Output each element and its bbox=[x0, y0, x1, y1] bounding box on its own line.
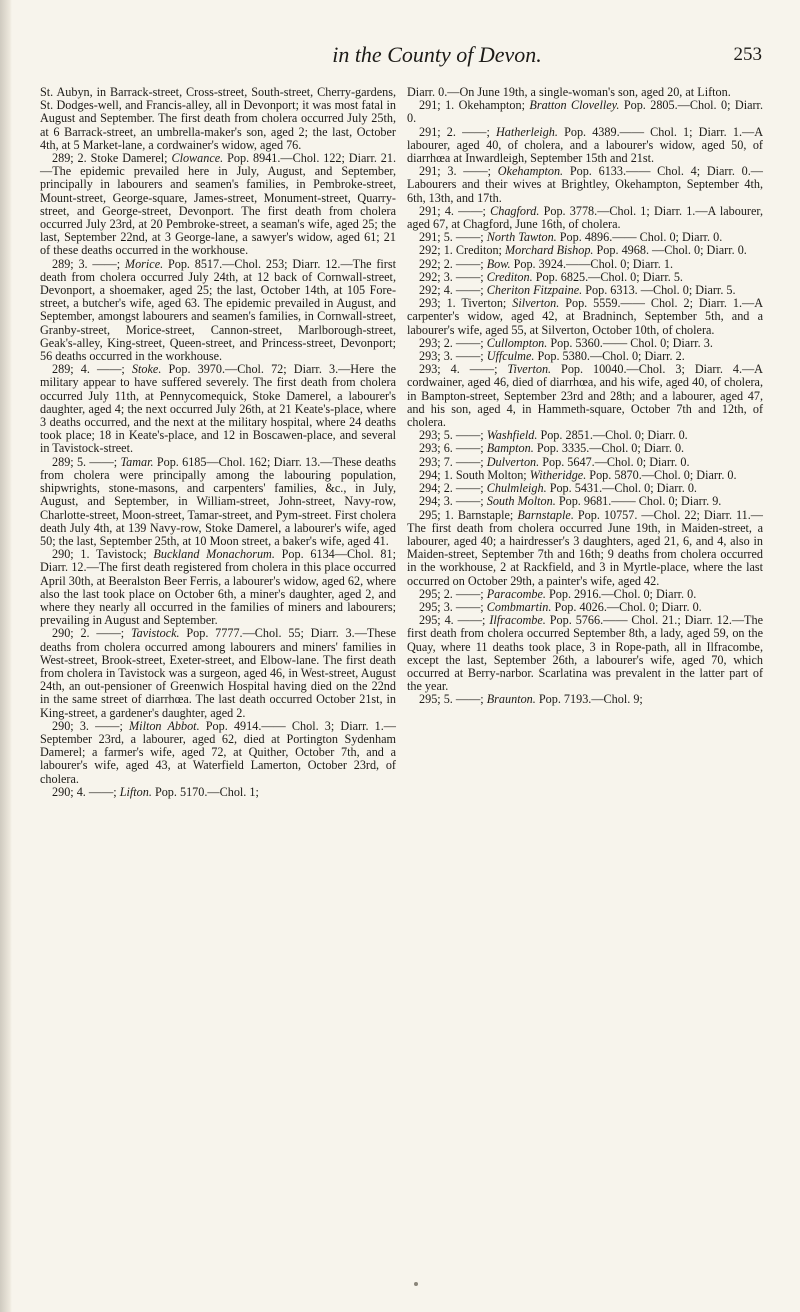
register-entry bbox=[407, 363, 763, 429]
entry-heading: St. Aubyn, in Barrack-street, Cross-street, South-street, Cherry-gardens, St. Dodges-well, and Francis-alley, all in Devonport; it was most fatal in August and September. The first death from cholera occurred July 25th, at 6 Barrack-street, an umbrella-maker's son, aged 2; the last, October 4th, at 5 Market-lane, a cordwainer's widow, aged 76. bbox=[40, 85, 396, 152]
entry-place-name: Washfield. bbox=[486, 428, 538, 443]
entry-place-name: Ilfracombe. bbox=[489, 613, 546, 628]
entry-text: Pop. 7777.—Chol. 55; Diarr. 3.—These deaths from cholera occurred among labourers and miners' families in West-street, Brook-street, Exeter-street, and Elbow-lane. The first death from cholera in Tavistock was a surgeon, aged 46, in West-street, August 24th, an out-pensioner of Greenwich Hospital having died on the 22nd in the same street of diarrhœa. The last death occurred October 21st, in King-street, a gardener's daughter, aged 2. bbox=[40, 626, 396, 720]
entry-text: Pop. 5170.—Chol. 1; bbox=[151, 784, 259, 799]
entry-heading: 295; 3. ——; bbox=[419, 599, 487, 614]
entry-place-name: Tamar. bbox=[120, 454, 154, 469]
entry-heading: 295; 4. ——; bbox=[419, 613, 490, 628]
entry-text: Pop. 4968. —Chol. 0; Diarr. 0. bbox=[593, 243, 747, 258]
entry-heading: 293; 7. ——; bbox=[419, 454, 487, 469]
entry-heading: 289; 3. ——; bbox=[52, 256, 125, 271]
entry-place-name: South Molton. bbox=[486, 494, 556, 509]
register-entry bbox=[407, 165, 763, 205]
entry-text: Pop. 4026.—Chol. 0; Diarr. 0. bbox=[551, 599, 702, 614]
entry-place-name: Clowance. bbox=[171, 151, 224, 166]
entry-text: Pop. 4896.—— Chol. 0; Diarr. 0. bbox=[556, 230, 723, 245]
entry-text: Pop. 2805.—Chol. 0; Diarr. 0. bbox=[407, 98, 763, 126]
entry-heading: 294; 2. ——; bbox=[419, 481, 487, 496]
register-entry bbox=[407, 99, 763, 125]
entry-heading: 291; 3. ——; bbox=[419, 164, 498, 179]
entry-place-name: Morice. bbox=[124, 256, 164, 271]
entry-text: Pop. 5870.—Chol. 0; Diarr. 0. bbox=[586, 467, 737, 482]
entry-text: Pop. 5431.—Chol. 0; Diarr. 0. bbox=[546, 481, 697, 496]
entry-heading: 295; 5. ——; bbox=[419, 692, 487, 707]
entry-place-name: Uffculme. bbox=[486, 349, 535, 364]
register-entry bbox=[407, 205, 763, 231]
entry-place-name: Cheriton Fitzpaine. bbox=[486, 283, 583, 298]
entry-heading: 289; 4. ——; bbox=[52, 362, 132, 377]
running-header bbox=[112, 42, 762, 76]
entry-heading: 292; 4. ——; bbox=[419, 283, 487, 298]
register-entry bbox=[40, 258, 396, 364]
entry-text: Pop. 7193.—Chol. 9; bbox=[535, 692, 643, 707]
entry-text: Pop. 5559.—— Chol. 2; Diarr. 1.—A carpenter's widow, aged 42, at Bradninch, September 5th, and a labourer's wife, aged 55, at Silverton, October 10th, of cholera. bbox=[407, 296, 763, 337]
entry-text: Pop. 8941.—Chol. 122; Diarr. 21.—The epidemic prevailed here in July, August, and September, principally in labourers and seamen's families, in Pembroke-street, Mount-street, George-square, James-street, Monument-street, Quarry-street, and George-street, Devonport. The first death from cholera occurred July 23rd, at 20 Pembroke-street, a seaman's wife, aged 25; the last, September 22nd, at 3 George-lane, a sawyer's widow, aged 61; 21 of these deaths occurred in the workhouse. bbox=[40, 151, 396, 258]
right-text-column bbox=[407, 86, 763, 707]
entry-place-name: Okehampton. bbox=[497, 164, 564, 179]
entry-place-name: Tiverton. bbox=[507, 362, 552, 377]
entry-heading: 291; 1. Okehampton; bbox=[419, 98, 530, 113]
entry-place-name: Barnstaple. bbox=[517, 507, 574, 522]
entry-place-name: Chagford. bbox=[490, 203, 540, 218]
entry-text: Pop. 5647.—Chol. 0; Diarr. 0. bbox=[539, 454, 690, 469]
entry-heading: 293; 4. ——; bbox=[419, 362, 508, 377]
entry-heading: 290; 2. ——; bbox=[52, 626, 131, 641]
entry-place-name: Crediton. bbox=[486, 269, 533, 284]
register-entry bbox=[407, 297, 763, 337]
register-entry bbox=[40, 627, 396, 719]
entry-heading: 289; 5. ——; bbox=[52, 454, 121, 469]
entry-heading: 293; 1. Tiverton; bbox=[419, 296, 513, 311]
entry-place-name: Hatherleigh. bbox=[495, 124, 558, 139]
entry-heading: 293; 2. ——; bbox=[419, 335, 487, 350]
entry-heading: 292; 3. ——; bbox=[419, 269, 487, 284]
register-entry bbox=[40, 720, 396, 786]
entry-text: Pop. 10757. —Chol. 22; Diarr. 11.—The first death from cholera occurred June 19th, in Maiden-street, a labourer, aged 40; a hairdresser's 3 daughters, aged 21, 6, and 4, also in Maiden-street, September 7th and 16th; 9 deaths from cholera occurred in the workhouse, 2 at Rackfield, and 3 in Myrtle-place, where the last occurred on October 29th, a painter's wife, aged 42. bbox=[407, 507, 763, 588]
entry-place-name: Braunton. bbox=[486, 692, 536, 707]
entry-text: Pop. 3970.—Chol. 72; Diarr. 3.—Here the military appear to have suffered severely. The first death from cholera occurred July 11th, at Pennycomequick, Stoke Damerel, a labourer's daughter, aged 4; the next occurred July 26th, at 21 Keate's-place, where 3 deaths occurred, and the next at the military hospital, where 24 deaths took place; 18 in Keate's-place, and 12 in Boscawen-place, and several in Tavistock-street. bbox=[40, 362, 396, 456]
register-entry bbox=[407, 126, 763, 166]
register-entry bbox=[40, 786, 396, 799]
entry-text: Pop. 5380.—Chol. 0; Diarr. 2. bbox=[534, 349, 685, 364]
register-entry bbox=[40, 152, 396, 258]
entry-text: Pop. 4389.—— Chol. 1; Diarr. 1.—A labourer, aged 40, of cholera, and a labourer's widow, aged 50, of diarrhœa at Inwardleigh, September 15th and 21st. bbox=[407, 124, 763, 166]
entry-heading: 295; 1. Barnstaple; bbox=[419, 507, 518, 522]
entry-text: Pop. 3335.—Chol. 0; Diarr. 0. bbox=[533, 441, 685, 456]
entry-text: Pop. 5360.—— Chol. 0; Diarr. 3. bbox=[547, 335, 713, 350]
entry-place-name: Tavistock. bbox=[130, 626, 180, 641]
entry-text: Pop. 10040.—Chol. 3; Diarr. 4.—A cordwainer, aged 46, died of diarrhœa, and his wife, aged 40, of cholera, in Bampton-street, September 23rd and 28th; and a labourer, aged 47, and his son, aged 4, in Hammeth-square, October 7th and 12th, of cholera. bbox=[407, 362, 763, 430]
entry-heading: 290; 3. ——; bbox=[52, 718, 130, 733]
entry-heading: 294; 1. South Molton; bbox=[419, 467, 530, 482]
entry-heading: 290; 1. Tavistock; bbox=[52, 547, 154, 562]
entry-heading: 292; 2. ——; bbox=[419, 256, 487, 271]
page-speck bbox=[414, 1282, 418, 1286]
entry-place-name: Dulverton. bbox=[486, 454, 540, 469]
entry-text: Pop. 5766.—— Chol. 21.; Diarr. 12.—The first death from cholera occurred September 8th, a lady, aged 59, on the Quay, where 11 deaths took place, 3 in Rope-path, all in Ilfracombe, except the last, September 26th, a labourer's wife, aged 70, which occurred at Berry-narbor. Scarlatina was prevalent in the latter part of the year. bbox=[407, 613, 763, 694]
running-title: in the County of Devon. bbox=[332, 42, 542, 67]
entry-place-name: Morchard Bishop. bbox=[505, 243, 594, 258]
entry-heading: 291; 5. ——; bbox=[419, 230, 487, 245]
entry-place-name: Stoke. bbox=[131, 362, 162, 377]
entry-place-name: Paracombe. bbox=[486, 586, 546, 601]
entry-heading: 294; 3. ——; bbox=[419, 494, 487, 509]
entry-place-name: Witheridge. bbox=[529, 467, 587, 482]
entry-text: Pop. 9681.—— Chol. 0; Diarr. 9. bbox=[555, 494, 722, 509]
entry-place-name: North Tawton. bbox=[486, 230, 557, 245]
entry-place-name: Bratton Clovelley. bbox=[529, 98, 620, 113]
register-entry bbox=[407, 614, 763, 693]
entry-place-name: Buckland Monachorum. bbox=[153, 547, 275, 562]
entry-text: Pop. 3778.—Chol. 1; Diarr. 1.—A labourer, aged 67, at Chagford, June 16th, of cholera. bbox=[407, 203, 763, 232]
entry-text: Pop. 2851.—Chol. 0; Diarr. 0. bbox=[537, 428, 688, 443]
entry-heading: 293; 5. ——; bbox=[419, 428, 487, 443]
register-entry bbox=[40, 548, 396, 627]
entry-text: Pop. 6313. —Chol. 0; Diarr. 5. bbox=[582, 283, 736, 298]
register-entry bbox=[407, 693, 763, 706]
entry-place-name: Bow. bbox=[486, 256, 511, 271]
register-entry bbox=[40, 363, 396, 455]
register-entry bbox=[407, 509, 763, 588]
entry-heading: Diarr. 0.—On June 19th, a single-woman's son, aged 20, at Lifton. bbox=[407, 85, 731, 99]
register-entry bbox=[40, 86, 396, 152]
page-number: 253 bbox=[733, 44, 762, 65]
entry-heading: 293; 3. ——; bbox=[419, 349, 487, 364]
entry-heading: 291; 4. ——; bbox=[419, 203, 491, 218]
entry-heading: 293; 6. ——; bbox=[419, 441, 487, 456]
entry-text: Pop. 6133.—— Chol. 4; Diarr. 0.—Labourers and their wives at Brightley, Okehampton, September 4th, 6th, 13th, and 17th. bbox=[407, 164, 763, 205]
entry-place-name: Milton Abbot. bbox=[129, 718, 200, 733]
entry-text: Pop. 2916.—Chol. 0; Diarr. 0. bbox=[545, 586, 697, 601]
entry-place-name: Cullompton. bbox=[486, 335, 548, 350]
entry-text: Pop. 6134—Chol. 81; Diarr. 12.—The first death registered from cholera in this place occurred April 30th, at Beeralston Beer Ferris, a labourer's widow, aged 62, where also the last took place on October 6th, a miner's daughter, aged 2, and where they nearly all occurred in the families of miners and labourers; prevailing in August and September. bbox=[40, 547, 396, 628]
entry-place-name: Combmartin. bbox=[486, 599, 552, 614]
entry-heading: 295; 2. ——; bbox=[419, 586, 487, 601]
entry-place-name: Bampton. bbox=[486, 441, 534, 456]
entry-text: Pop. 8517.—Chol. 253; Diarr. 12.—The first death from cholera occurred July 24th, at 12 back of Cornwall-street, Devonport, a shoemaker, aged 25; the last, October 14th, at 105 Fore-street, a butcher's wife, aged 63. The epidemic prevailed in August, and September, amongst labourers and seamen's families, in Cornwall-street, Granby-street, Morice-street, Cannon-street, Marlborough-street, Geak's-alley, King-street, Queen-street, and Princess-street, Devonport; 56 deaths occurred in the workhouse. bbox=[40, 256, 396, 364]
entry-heading: 289; 2. Stoke Damerel; bbox=[52, 151, 172, 166]
entry-heading: 290; 4. ——; bbox=[52, 784, 120, 799]
entry-place-name: Chulmleigh. bbox=[486, 481, 547, 496]
left-text-column bbox=[40, 86, 396, 799]
entry-place-name: Silverton. bbox=[512, 296, 560, 311]
page-binding-edge bbox=[0, 0, 12, 1312]
register-entry bbox=[40, 456, 396, 548]
entry-text: Pop. 3924.——Chol. 0; Diarr. 1. bbox=[510, 256, 674, 271]
entry-place-name: Lifton. bbox=[119, 784, 152, 799]
entry-text: Pop. 6825.—Chol. 0; Diarr. 5. bbox=[532, 269, 683, 284]
entry-text: Pop. 6185—Chol. 162; Diarr. 13.—These deaths from cholera were principally among the labouring population, shipwrights, stone-masons, and carpenters' families, &c., in July, August, and September, in William-street, John-street, Navy-row, Charlotte-street, Moon-street, Tamar-street, and Pym-street. First cholera death July 4th, at 139 Navy-row, Stoke Damerel, a labourer's wife, aged 50; the last, September 25th, at 10 Moon street, a baker's wife, aged 41. bbox=[40, 454, 396, 548]
entry-heading: 291; 2. ——; bbox=[419, 124, 496, 139]
entry-heading: 292; 1. Crediton; bbox=[419, 243, 505, 258]
entry-text: Pop. 4914.—— Chol. 3; Diarr. 1.—September 23rd, a labourer, aged 62, died at Portington Sydenham Damerel; a farmer's wife, aged 72, at Quither, October 7th, and a labourer's wife, aged 43, at Waterfield Lamerton, October 23rd, of cholera. bbox=[40, 718, 396, 786]
